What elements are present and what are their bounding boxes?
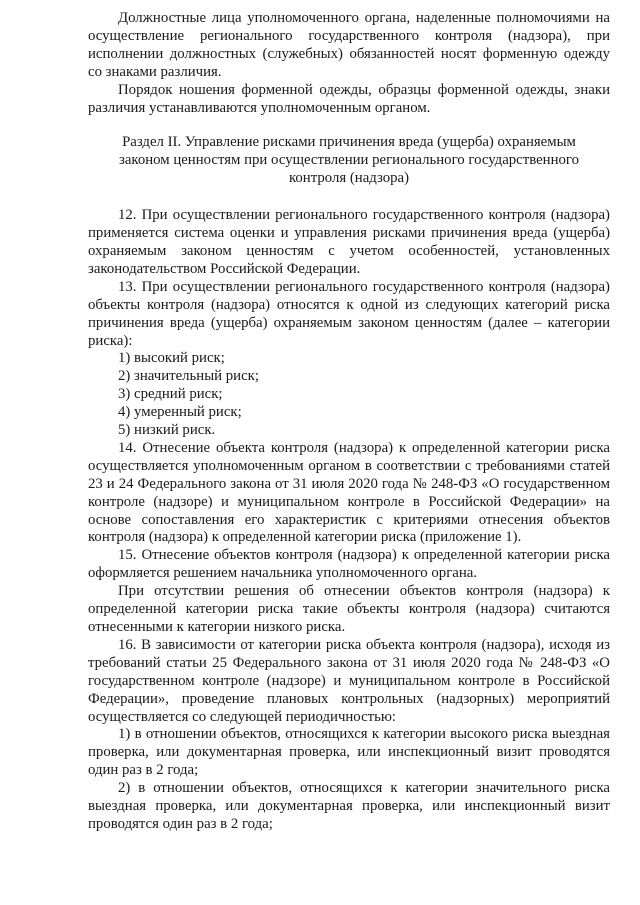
risk-category-item: 2) значительный риск;	[118, 368, 259, 385]
paragraph-15: 15. Отнесение объектов контроля (надзора) к определенной категории риска оформляется решением начальника уполномоченного органа.	[88, 547, 610, 582]
risk-category-item: 5) низкий риск.	[118, 422, 216, 439]
intro-paragraph-order: Порядок ношения форменной одежды, образцы форменной одежды, знаки различия устанавливаются уполномоченным органом.	[88, 81, 610, 116]
paragraph-16: 16. В зависимости от категории риска объекта контроля (надзора), исходя из требований статьи 25 Федерального закона от 31 июля 2020 года № 248-ФЗ «О государственном контроле (надзоре) и муниципальном контроле в Российской Федерации», проведение плановых контрольных (надзорных) мероприятий осуществляется со следующей периодичностью:	[88, 636, 610, 725]
paragraph-13: 13. При осуществлении регионального государственного контроля (надзора) объекты контроля (надзора) относятся к одной из следующих категорий риска причинения вреда (ущерба) охраняемым законом ценностям (далее – категории риска):	[88, 278, 610, 349]
paragraph-16-item-2: 2) в отношении объектов, относящихся к категории значительного риска выездная проверка, или документарная проверка, или инспекционный визит проводятся один раз в 2 года;	[88, 780, 610, 832]
risk-category-item: 4) умеренный риск;	[118, 404, 242, 421]
risk-category-item: 3) средний риск;	[118, 386, 223, 403]
section-title: Раздел II. Управление рисками причинения вреда (ущерба) охраняемым законом ценностям при осуществлении регионального государственного контроля (надзора)	[118, 134, 580, 187]
paragraph-15-absence: При отсутствии решения об отнесении объектов контроля (надзора) к определенной категории риска такие объекты контроля (надзора) считаются отнесенными к категории низкого риска.	[88, 583, 610, 635]
risk-category-list	[88, 350, 610, 440]
paragraph-12: 12. При осуществлении регионального государственного контроля (надзора) применяется система оценки и управления рисками причинения вреда (ущерба) охраняемым законом ценностям с учетом особенностей, установленных законодательством Российской Федерации.	[88, 207, 610, 277]
paragraph-14: 14. Отнесение объекта контроля (надзора) к определенной категории риска осуществляется уполномоченным органом в соответствии с требованиями статей 23 и 24 Федерального закона от 31 июля 2020 года № 248-ФЗ «О государственном контроле (надзоре) и муниципальном контроле в Российской Федерации» на основе сопоставления его характеристик с критериями отнесения объектов контроля (надзора) к определенной категории риска (приложение 1).	[88, 439, 610, 546]
intro-paragraph-uniform: Должностные лица уполномоченного органа, наделенные полномочиями на осуществление регионального государственного контроля (надзора), при исполнении должностных (служебных) обязанностей носят форменную одежду со знаками различия.	[88, 10, 610, 80]
risk-category-item: 1) высокий риск;	[118, 350, 225, 367]
paragraph-16-item-1: 1) в отношении объектов, относящихся к категории высокого риска выездная проверка, или документарная проверка, или инспекционный визит проводятся один раз в 2 года;	[88, 726, 610, 779]
